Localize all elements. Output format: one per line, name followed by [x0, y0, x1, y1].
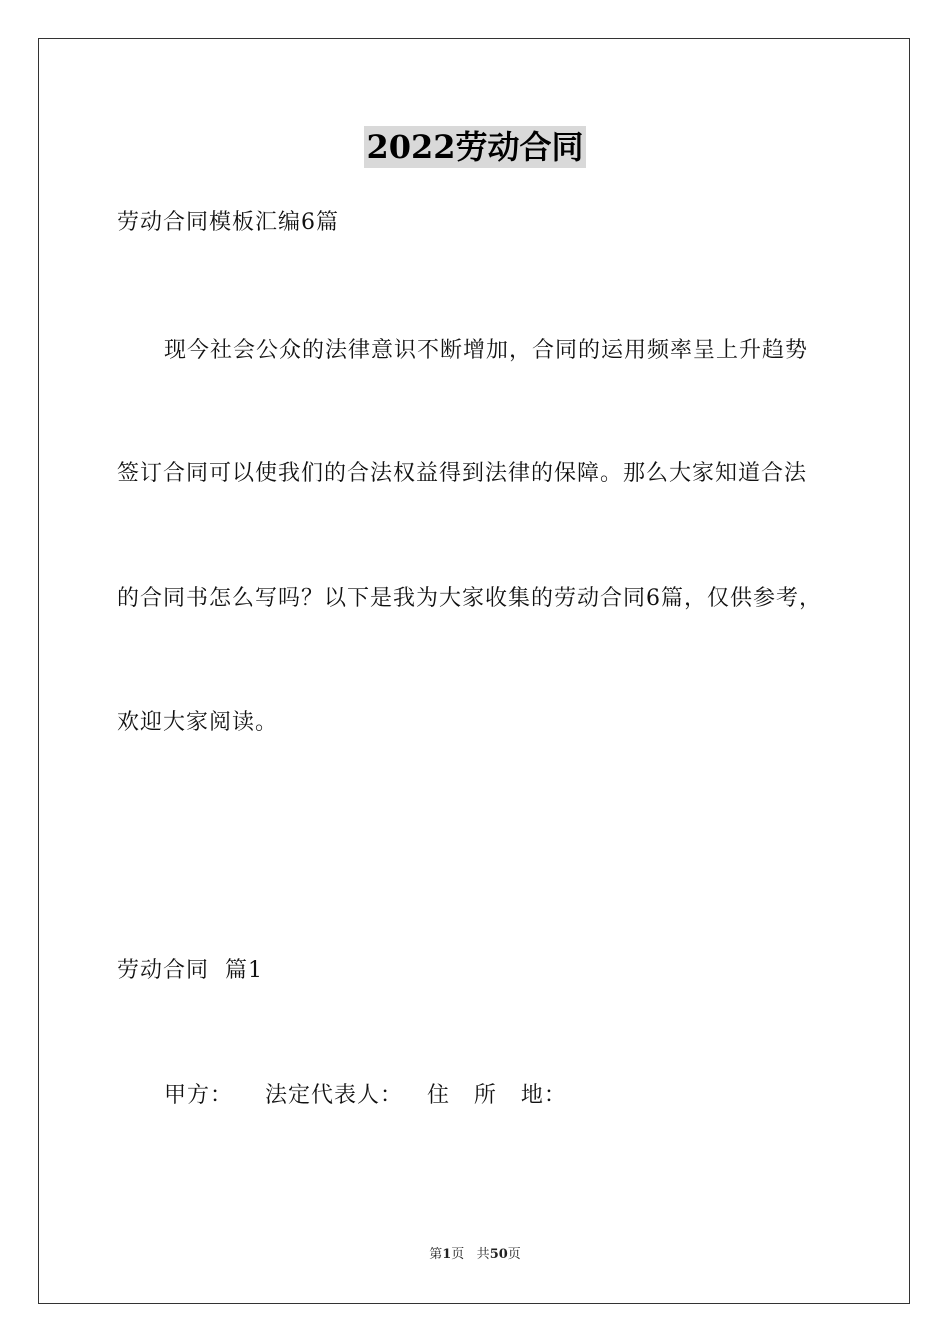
document-subtitle: 劳动合同模板汇编6篇: [117, 210, 339, 235]
intro-line-2: 签订合同可以使我们的合法权益得到法律的保障。那么大家知道合法: [117, 461, 808, 486]
footer-total-pages: 50: [489, 1247, 508, 1262]
footer-page-prefix: 第: [429, 1247, 443, 1262]
page-footer: [0, 1246, 950, 1264]
title-container: [0, 126, 950, 168]
document-title: 2022劳动合同: [366, 128, 584, 166]
party-line: 甲方： 法定代表人： 住 所 地：: [164, 1083, 567, 1108]
section-heading: 劳动合同 篇1: [117, 958, 263, 983]
footer-page-suffix: 页: [451, 1247, 465, 1262]
intro-line-4: 欢迎大家阅读。: [117, 710, 279, 735]
footer-total-prefix: 共: [476, 1247, 490, 1262]
footer-total-suffix: 页: [507, 1247, 521, 1262]
footer-page-number: 1: [442, 1247, 452, 1262]
intro-line-3: 的合同书怎么写吗？以下是我为大家收集的劳动合同6篇，仅供参考，: [117, 586, 822, 611]
intro-line-1: 现今社会公众的法律意识不断增加，合同的运用频率呈上升趋势: [164, 338, 809, 363]
